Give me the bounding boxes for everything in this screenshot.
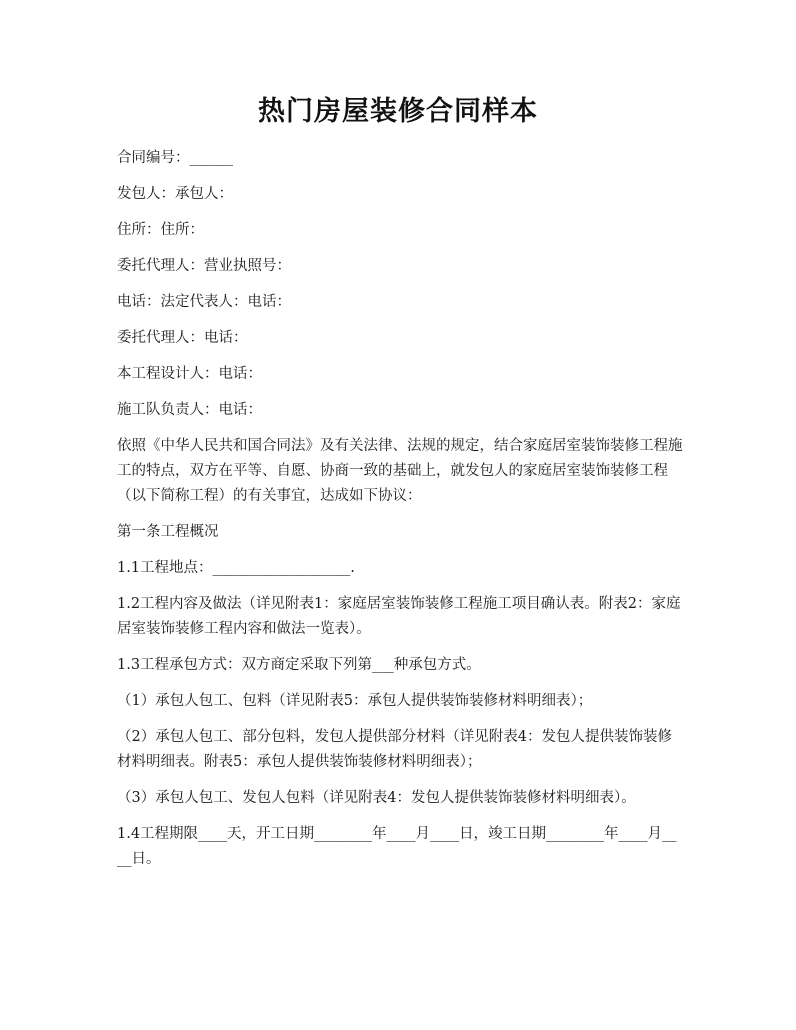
clause-1-1: 1.1工程地点：___________________. bbox=[117, 560, 355, 576]
clause-1-3: 1.3工程承包方式：双方商定采取下列第___种承包方式。 bbox=[117, 657, 481, 673]
clause-1-4: 1.4工程期限____天，开工日期________年____月____日，竣工日期________年____月____日。 bbox=[117, 826, 677, 867]
option-3: （3）承包人包工、发包人包料（详见附表4：发包人提供装饰装修材料明细表）。 bbox=[117, 790, 636, 806]
parties-line: 发包人：承包人： bbox=[117, 186, 233, 202]
option-2: （2）承包人包工、部分包料，发包人提供部分材料（详见附表4：发包人提供装饰装修材料明细表。附表5：承包人提供装饰装修材料明细表）； bbox=[117, 729, 672, 770]
designer-line: 本工程设计人：电话： bbox=[117, 366, 262, 382]
agent-license-line: 委托代理人：营业执照号： bbox=[117, 258, 291, 274]
clause-1-2: 1.2工程内容及做法（详见附表1：家庭居室装饰装修工程施工项目确认表。附表2：家庭居室装饰装修工程内容和做法一览表）。 bbox=[117, 596, 681, 637]
document-body bbox=[117, 146, 683, 883]
phone-legal-rep-line: 电话：法定代表人：电话： bbox=[117, 294, 291, 310]
contract-number-line: 合同编号：______ bbox=[117, 150, 233, 166]
team-leader-line: 施工队负责人：电话： bbox=[117, 402, 262, 418]
document-title: 热门房屋装修合同样本 bbox=[258, 96, 538, 127]
section-heading: 第一条工程概况 bbox=[117, 524, 219, 540]
agent-phone-line: 委托代理人：电话： bbox=[117, 330, 248, 346]
preamble-paragraph: 依照《中华人民共和国合同法》及有关法律、法规的规定，结合家庭居室装饰装修工程施工的特点，双方在平等、自愿、协商一致的基础上，就发包人的家庭居室装饰装修工程（以下简称工程）的有关事宜，达成如下协议： bbox=[117, 438, 683, 504]
address-line: 住所：住所： bbox=[117, 222, 204, 238]
option-1: （1）承包人包工、包料（详见附表5：承包人提供装饰装修材料明细表）； bbox=[117, 693, 593, 709]
